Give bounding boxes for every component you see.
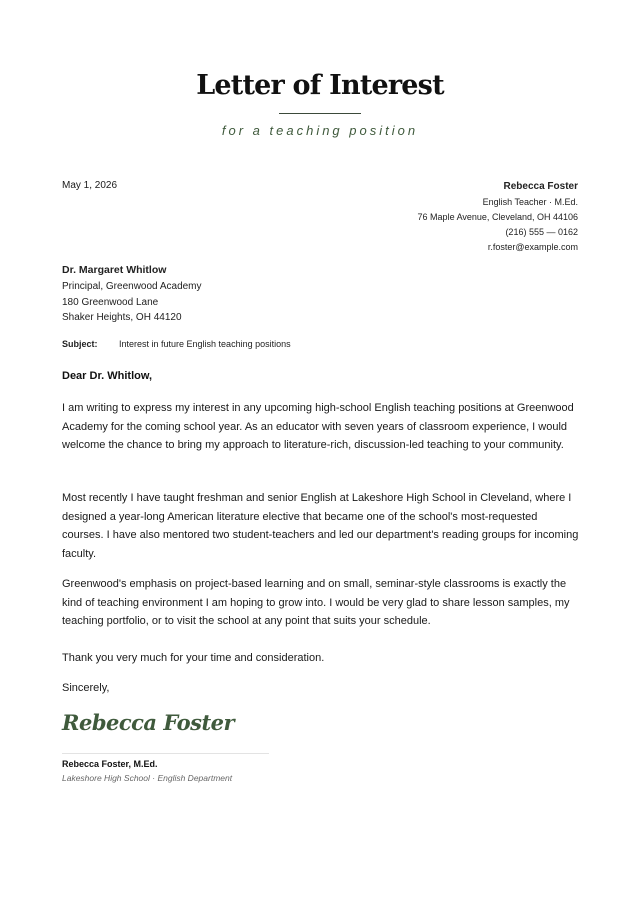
sender-block [418, 181, 578, 255]
subject-text: Interest in future English teaching positions [119, 339, 291, 349]
recipient-city: Shaker Heights, OH 44120 [62, 312, 182, 323]
subject-line [62, 339, 291, 349]
signature-printed-name: Rebecca Foster, M.Ed. [62, 759, 158, 769]
signature-detail: Lakeshore High School · English Department [62, 773, 233, 783]
recipient-street: 180 Greenwood Lane [62, 296, 159, 308]
closing: Sincerely, [62, 682, 110, 694]
recipient-block [62, 264, 202, 326]
body-paragraph-1: I am writing to express my interest in any upcoming high-school English teaching positions at Greenwood Academy for the coming school year. As an educator with seven years of classroom experience, I would welcome the chance to bring my approach to literature-rich, discussion-led teaching to your community. [62, 402, 574, 451]
signature-divider [62, 753, 269, 754]
body-paragraph-2: Most recently I have taught freshman and senior English at Lakeshore High School in Cleveland, where I designed a year-long American literature elective that became one of the school's most-requested courses. I have also mentored two student-teachers and led our department's reading groups for incoming faculty. [62, 492, 579, 560]
sender-phone: (216) 555 — 0162 [505, 227, 578, 237]
body-paragraph-4: Thank you very much for your time and consideration. [62, 652, 325, 664]
letter-subtitle: for a teaching position [221, 123, 419, 138]
recipient-name: Dr. Margaret Whitlow [62, 264, 167, 276]
letter-date: May 1, 2026 [62, 180, 118, 191]
sender-role: English Teacher · M.Ed. [482, 197, 578, 207]
salutation: Dear Dr. Whitlow, [62, 370, 153, 382]
sender-address: 76 Maple Avenue, Cleveland, OH 44106 [417, 212, 578, 222]
sender-name: Rebecca Foster [503, 181, 578, 192]
title-divider [279, 113, 361, 114]
letter-title: Letter of Interest [196, 70, 444, 101]
recipient-title: Principal, Greenwood Academy [62, 281, 202, 292]
signature-script: Rebecca Foster [62, 710, 235, 735]
body-paragraph-3: Greenwood's emphasis on project-based learning and on small, seminar-style classrooms is exactly the kind of teaching environment I am hoping to grow into. I would be very glad to share lesson samples, my teaching portfolio, or to visit the school at any point that suits your schedule. [62, 578, 570, 627]
subject-label: Subject: [62, 339, 98, 349]
sender-email: r.foster@example.com [487, 242, 578, 252]
